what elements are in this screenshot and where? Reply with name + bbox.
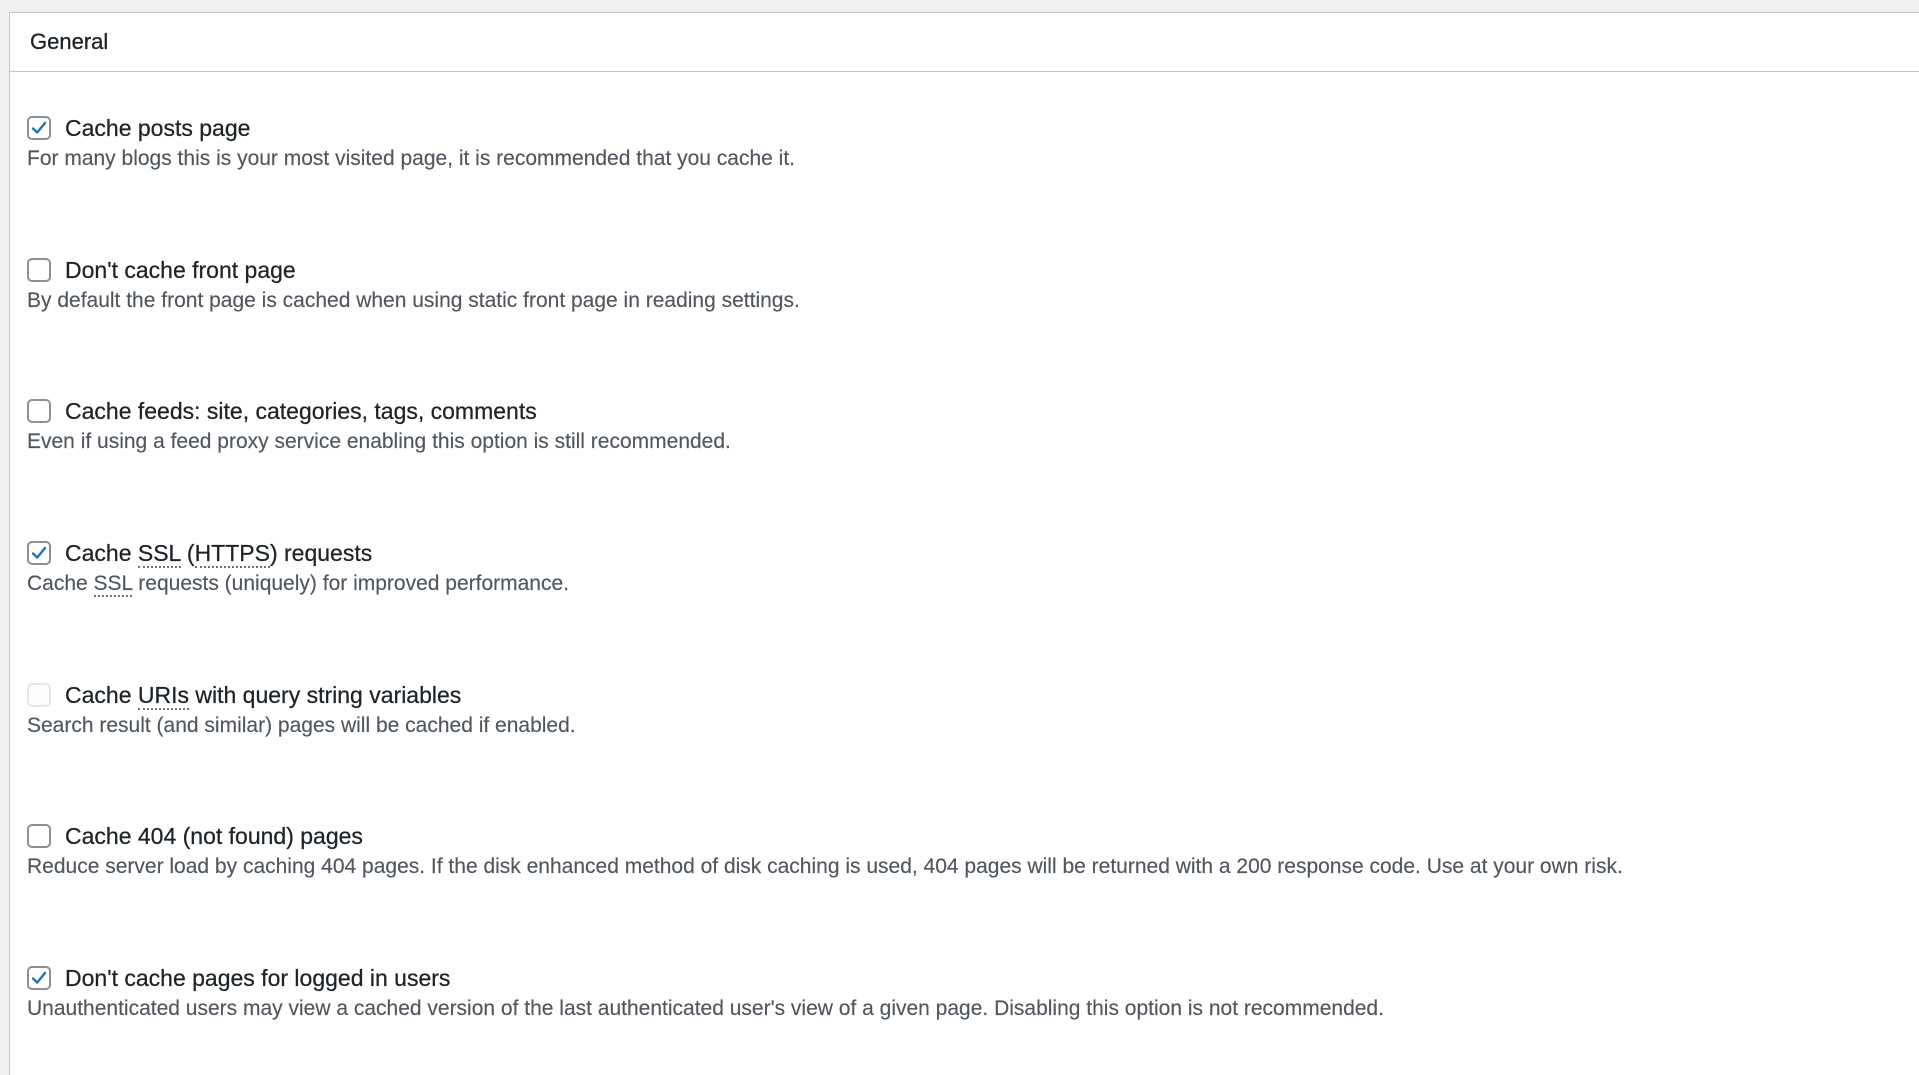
cache-posts-page-label[interactable]: Cache posts page [65,114,251,141]
cache-query-string-label[interactable] [65,682,461,709]
option-dont-cache-front-page [27,254,1907,313]
dont-cache-logged-in-checkbox[interactable] [27,966,51,990]
checkmark-icon [29,968,49,988]
uris-abbr: URIs [137,681,189,708]
option-cache-ssl [27,537,1907,596]
cache-posts-page-description: For many blogs this is your most visited page, it is recommended that you cache it. [27,147,796,170]
option-cache-posts-page [27,112,1907,171]
option-cache-feeds [27,395,1907,454]
cache-feeds-checkbox[interactable] [27,399,51,423]
label-text: with query string variables [189,681,462,708]
cache-404-description: Reduce server load by caching 404 pages. If the disk enhanced method of disk caching is used, 404 pages will be returned with a 200 response code. Use at your own risk. [27,855,1623,878]
dont-cache-front-page-checkbox[interactable] [27,258,51,282]
dont-cache-logged-in-label[interactable]: Don't cache pages for logged in users [65,964,451,991]
panel-header [10,13,1919,72]
label-text: ( [180,539,195,566]
cache-posts-page-checkbox[interactable] [27,116,51,140]
cache-feeds-label[interactable]: Cache feeds: site, categories, tags, comments [65,397,537,424]
dont-cache-front-page-label[interactable]: Don't cache front page [65,256,296,283]
desc-text: requests (uniquely) for improved performance. [132,572,569,595]
option-dont-cache-logged-in [27,962,1907,1021]
ssl-abbr: SSL [93,572,133,595]
label-text: Cache [65,681,138,708]
checkmark-icon [29,543,49,563]
cache-404-label[interactable]: Cache 404 (not found) pages [65,822,363,849]
checkmark-icon [29,118,49,138]
panel-title: General [30,29,109,54]
cache-ssl-checkbox[interactable] [27,541,51,565]
cache-query-string-checkbox[interactable] [27,683,51,707]
https-abbr: HTTPS [194,539,270,566]
option-cache-404 [27,820,1907,879]
dont-cache-front-page-description: By default the front page is cached when using static front page in reading settings. [27,289,800,312]
desc-text: Cache [27,572,94,595]
label-text: ) requests [269,539,373,566]
label-text: Cache [65,539,138,566]
dont-cache-logged-in-description: Unauthenticated users may view a cached version of the last authenticated user's view of a given page. Disabling this option is not recommended. [27,997,1384,1020]
general-settings-panel [9,12,1919,1075]
cache-ssl-description [27,572,1907,596]
option-cache-query-string [27,679,1907,738]
ssl-abbr: SSL [137,539,181,566]
cache-feeds-description: Even if using a feed proxy service enabling this option is still recommended. [27,430,731,453]
cache-query-string-description: Search result (and similar) pages will be cached if enabled. [27,714,576,737]
cache-404-checkbox[interactable] [27,824,51,848]
cache-ssl-label[interactable] [65,540,372,567]
